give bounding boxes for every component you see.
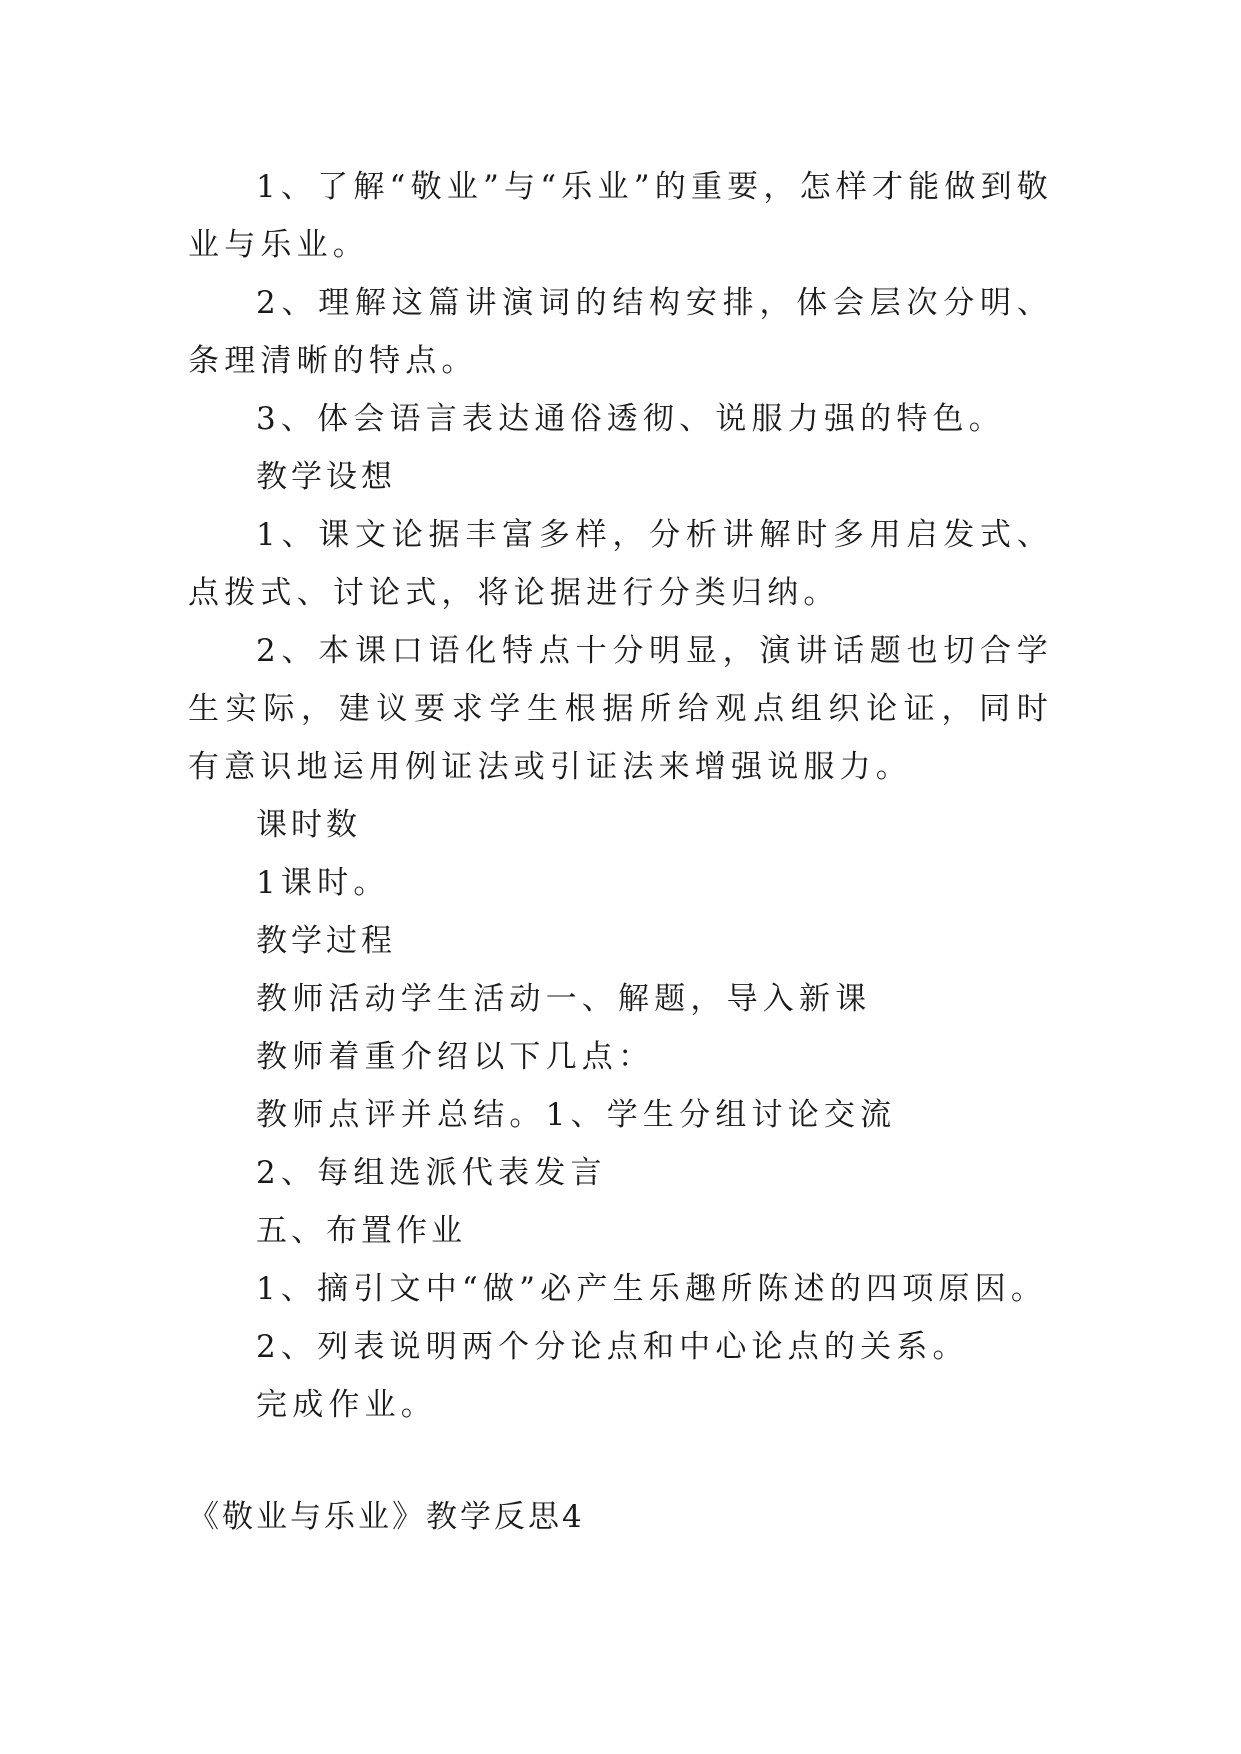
heading-teaching-plan: 教学设想	[256, 459, 396, 495]
heading-homework: 五、布置作业	[256, 1213, 466, 1249]
heading-teaching-process: 教学过程	[256, 923, 396, 959]
paragraph-process-3: 教师点评并总结。1、学生分组讨论交流	[256, 1097, 897, 1133]
paragraph-process-1: 教师活动学生活动一、解题，导入新课	[256, 981, 872, 1017]
document-body	[188, 158, 1053, 1434]
heading-lesson-count: 课时数	[256, 807, 361, 843]
paragraph-objective-2: 2、理解这篇讲演词的结构安排，体会层次分明、条理清晰的特点。	[188, 285, 1053, 379]
paragraph-homework-2: 2、列表说明两个分论点和中心论点的关系。	[256, 1329, 969, 1365]
paragraph-objective-1: 1、了解“敬业”与“乐业”的重要，怎样才能做到敬业与乐业。	[188, 169, 1053, 263]
paragraph-homework-1: 1、摘引文中“做”必产生乐趣所陈述的四项原因。	[256, 1271, 1048, 1307]
paragraph-objective-3: 3、体会语言表达通俗透彻、说服力强的特色。	[256, 401, 1005, 437]
paragraph-plan-2: 2、本课口语化特点十分明显，演讲话题也切合学生实际，建议要求学生根据所给观点组织论证，同时有意识地运用例证法或引证法来增强说服力。	[188, 633, 1053, 785]
paragraph-process-4: 2、每组选派代表发言	[256, 1155, 607, 1191]
paragraph-plan-1: 1、课文论据丰富多样，分析讲解时多用启发式、点拨式、讨论式，将论据进行分类归纳。	[188, 517, 1053, 611]
section-title: 《敬业与乐业》教学反思4	[188, 1499, 585, 1535]
paragraph-homework-3: 完成作业。	[256, 1387, 437, 1423]
paragraph-lesson-count: 1课时。	[256, 865, 390, 901]
paragraph-process-2: 教师着重介绍以下几点：	[256, 1039, 655, 1075]
